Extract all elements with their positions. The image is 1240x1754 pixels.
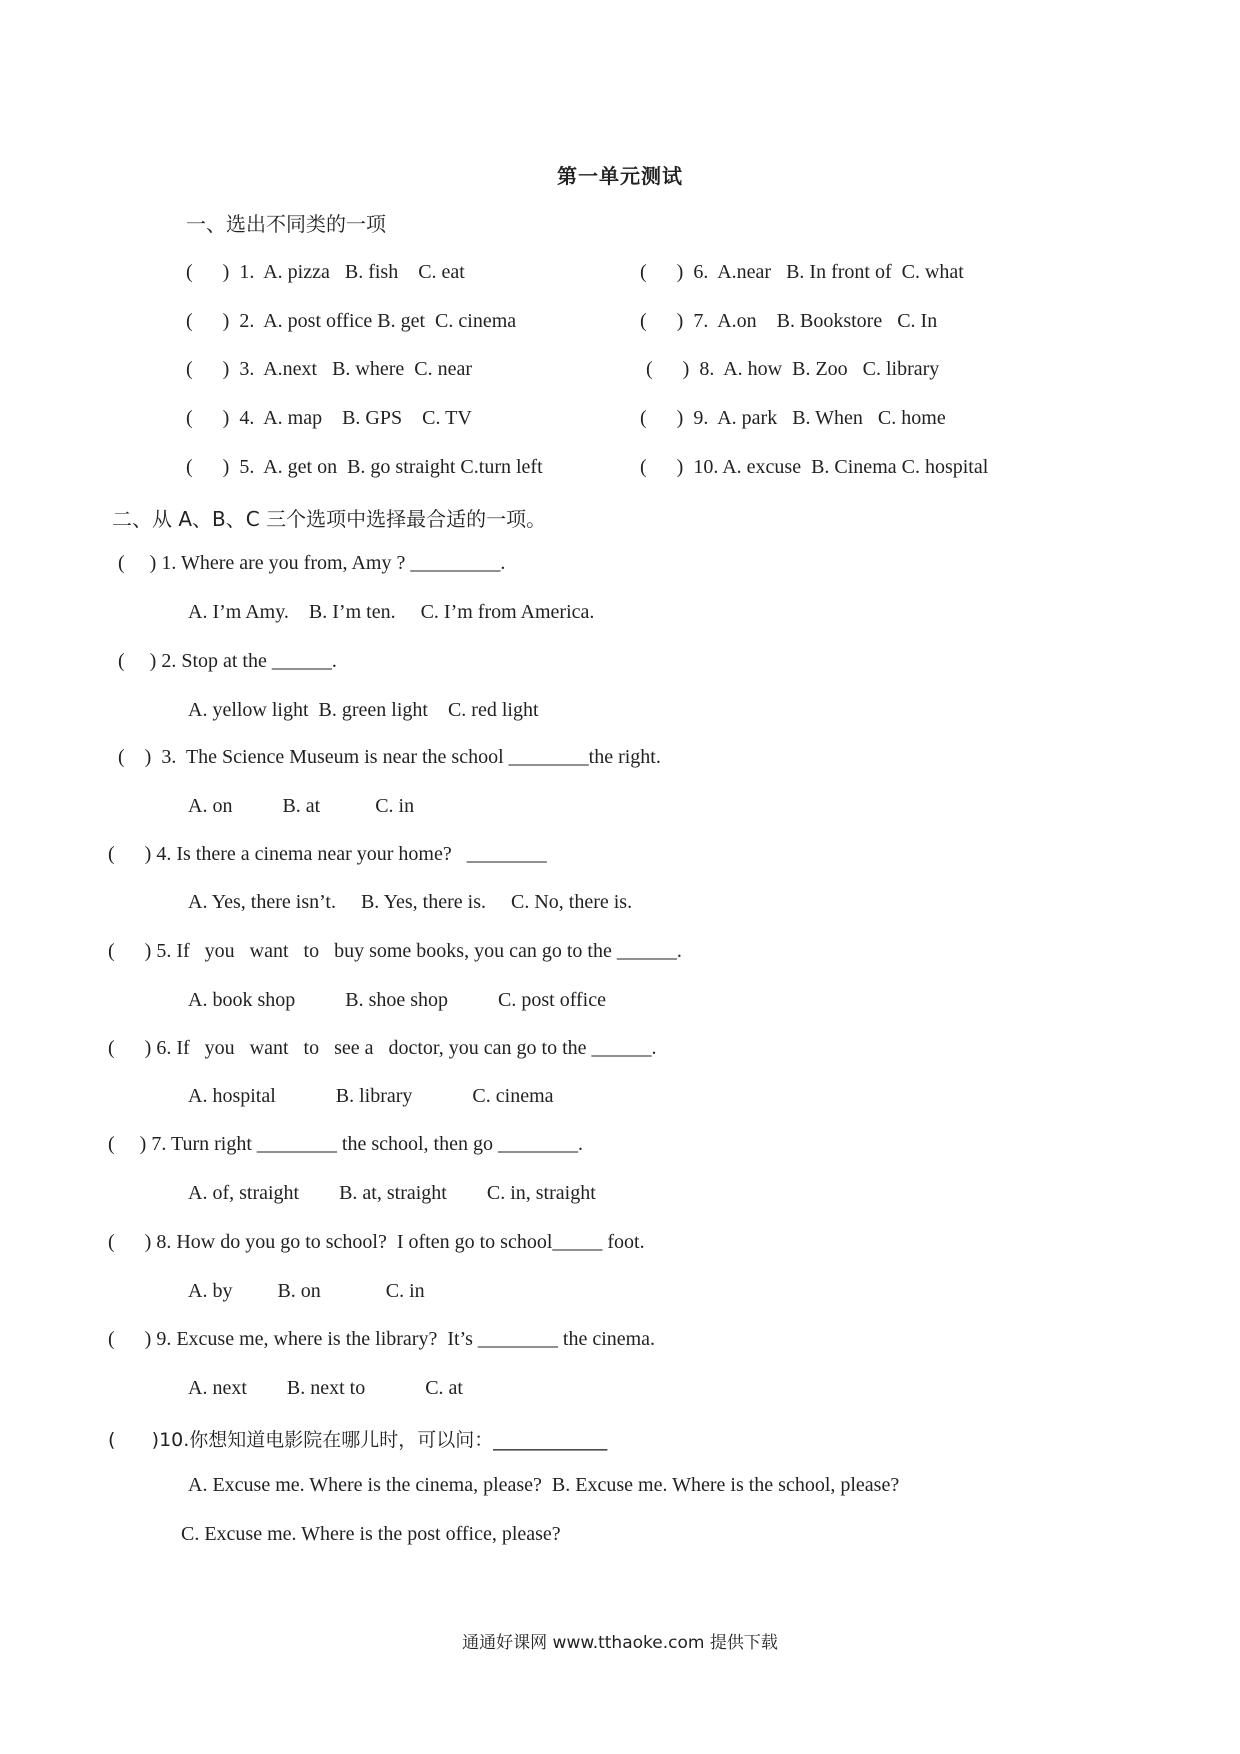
footer-credit: 通通好课网 www.tthaoke.com 提供下载 bbox=[462, 1633, 778, 1653]
part1-item-1: ( ) 1. A. pizza B. fish C. eat bbox=[186, 261, 465, 283]
part1-item-10: ( ) 10. A. excuse B. Cinema C. hospital bbox=[640, 456, 989, 478]
part2-question-4: ( ) 4. Is there a cinema near your home? ________ bbox=[108, 843, 547, 865]
part2-heading: 二、从 A、B、C 三个选项中选择最合适的一项。 bbox=[112, 507, 547, 531]
part2-options-9: A. next B. next to C. at bbox=[188, 1377, 463, 1399]
part2-question-5: ( ) 5. If you want to buy some books, you can go to the ______. bbox=[108, 940, 682, 962]
part2-options-8: A. by B. on C. in bbox=[188, 1280, 425, 1302]
part2-question-1: ( ) 1. Where are you from, Amy ? _________. bbox=[118, 552, 506, 574]
part1-item-8: ( ) 8. A. how B. Zoo C. library bbox=[646, 358, 940, 380]
part2-question-9: ( ) 9. Excuse me, where is the library? It’s ________ the cinema. bbox=[108, 1328, 656, 1350]
part2-question-8: ( ) 8. How do you go to school? I often go to school_____ foot. bbox=[108, 1231, 645, 1253]
part1-item-3: ( ) 3. A.next B. where C. near bbox=[186, 358, 473, 380]
part2-question-3: ( ) 3. The Science Museum is near the school ________the right. bbox=[118, 746, 661, 768]
part2-question-2: ( ) 2. Stop at the ______. bbox=[118, 650, 337, 672]
part2-options-1: A. I’m Amy. B. I’m ten. C. I’m from America. bbox=[188, 601, 595, 623]
part1-item-4: ( ) 4. A. map B. GPS C. TV bbox=[186, 407, 472, 429]
part2-options-2: A. yellow light B. green light C. red light bbox=[188, 699, 539, 721]
part2-options-10-extra: C. Excuse me. Where is the post office, please? bbox=[181, 1523, 561, 1545]
part2-options-7: A. of, straight B. at, straight C. in, straight bbox=[188, 1182, 596, 1204]
part2-question-6: ( ) 6. If you want to see a doctor, you can go to the ______. bbox=[108, 1037, 657, 1059]
part1-heading: 一、选出不同类的一项 bbox=[186, 212, 386, 236]
part1-item-5: ( ) 5. A. get on B. go straight C.turn left bbox=[186, 456, 543, 478]
part1-item-9: ( ) 9. A. park B. When C. home bbox=[640, 407, 946, 429]
part2-question-10: ( )10.你想知道电影院在哪儿时，可以问：____________ bbox=[108, 1429, 608, 1451]
part2-options-10: A. Excuse me. Where is the cinema, please? B. Excuse me. Where is the school, please? bbox=[188, 1474, 900, 1496]
part2-options-6: A. hospital B. library C. cinema bbox=[188, 1085, 554, 1107]
part2-question-7: ( ) 7. Turn right ________ the school, then go ________. bbox=[108, 1133, 583, 1155]
part1-item-2: ( ) 2. A. post office B. get C. cinema bbox=[186, 310, 517, 332]
part2-options-4: A. Yes, there isn’t. B. Yes, there is. C. No, there is. bbox=[188, 891, 633, 913]
part2-options-5: A. book shop B. shoe shop C. post office bbox=[188, 989, 606, 1011]
part1-item-7: ( ) 7. A.on B. Bookstore C. In bbox=[640, 310, 938, 332]
part1-item-6: ( ) 6. A.near B. In front of C. what bbox=[640, 261, 964, 283]
part2-options-3: A. on B. at C. in bbox=[188, 795, 415, 817]
page-title: 第一单元测试 bbox=[557, 164, 683, 188]
